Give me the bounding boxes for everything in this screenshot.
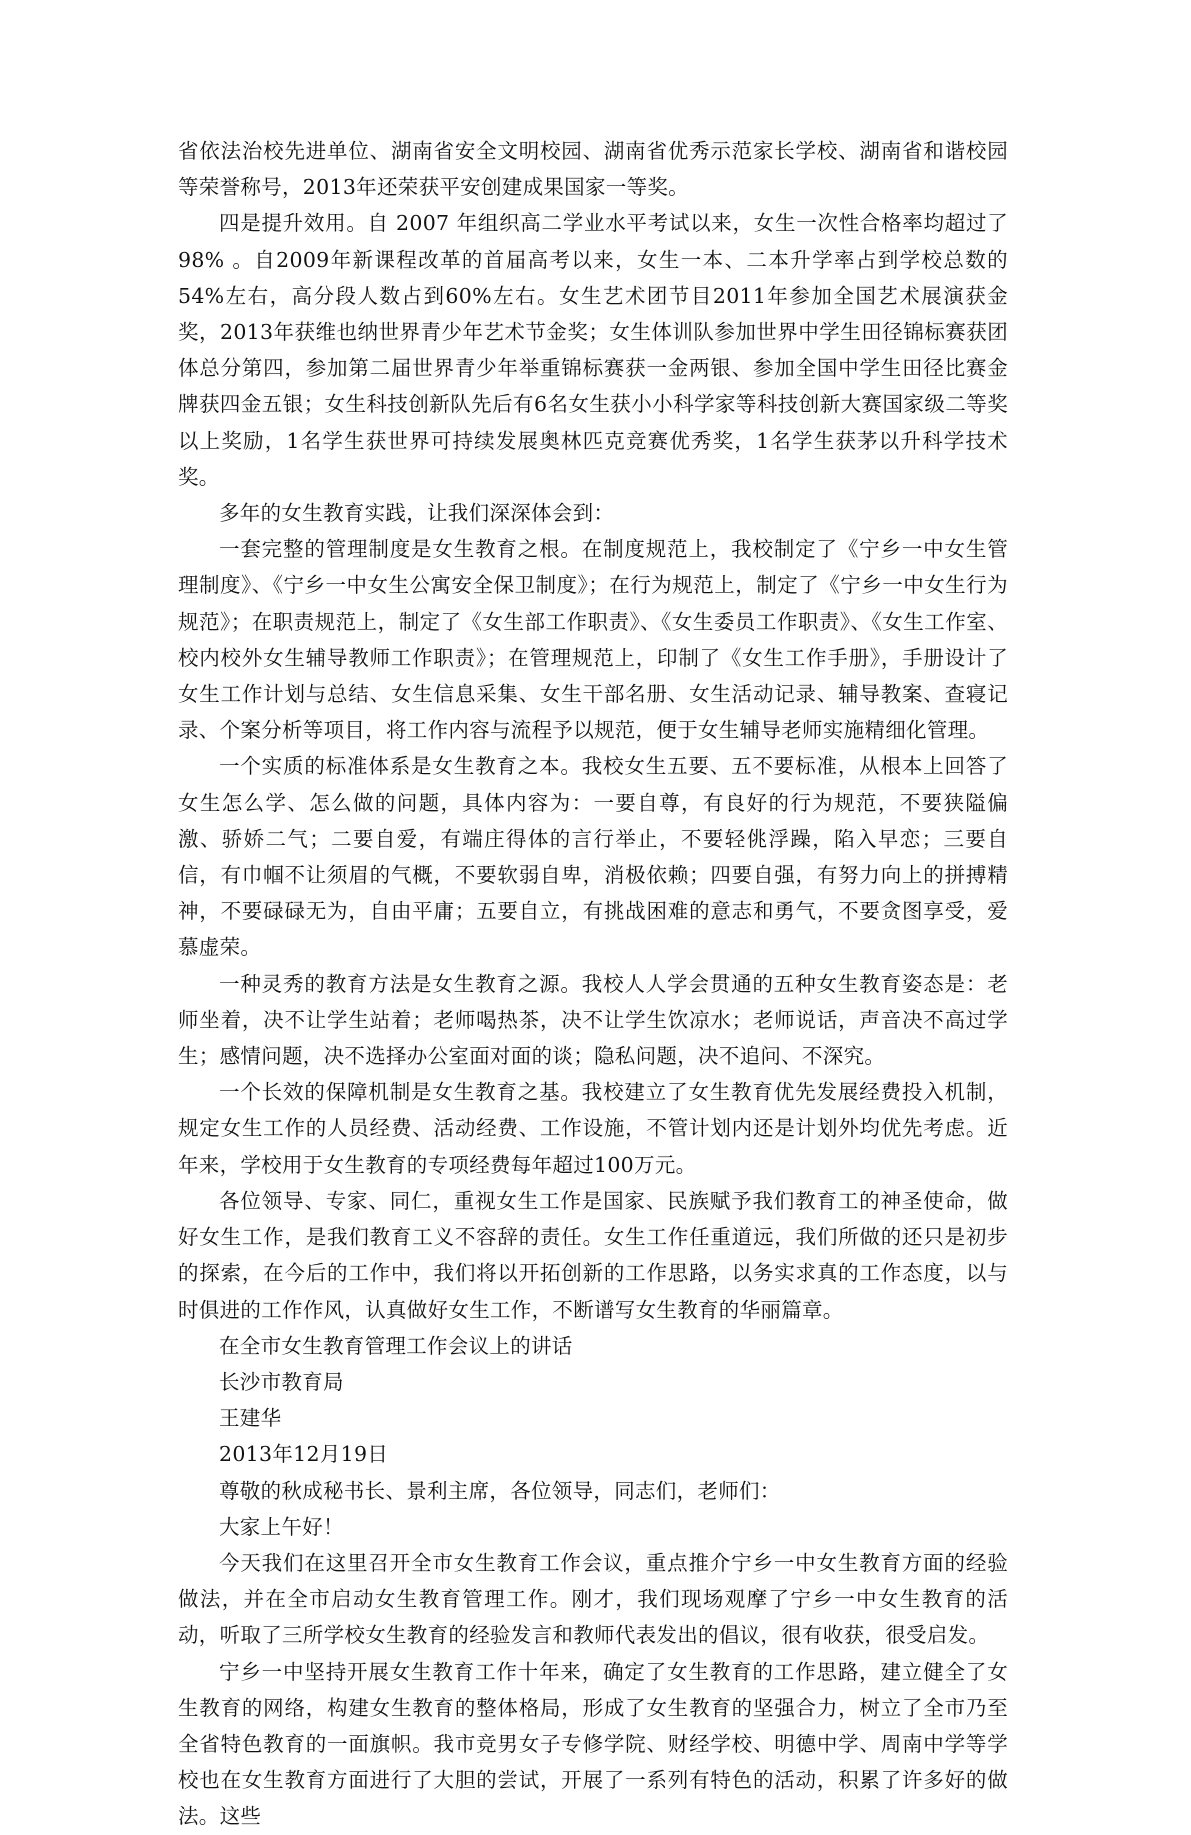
paragraph: 四是提升效用。自 2007 年组织高二学业水平考试以来，女生一次性合格率均超过了98% 。自2009年新课程改革的首届高考以来，女生一本、二本升学率占到学校总数的54%左右，高分段人数占到60%左右。女生艺术团节目2011年参加全国艺术展演获金奖，2013年获维也纳世界青少年艺术节金奖；女生体训队参加世界中学生田径锦标赛获团体总分第四，参加第二届世界青少年举重锦标赛获一金两银、参加全国中学生田径比赛金牌获四金五银；女生科技创新队先后有6名女生获小小科学家等科技创新大赛国家级二等奖以上奖励，1名学生获世界可持续发展奥林匹克竞赛优秀奖，1名学生获茅以升科学技术奖。: [178, 211, 1008, 489]
salutation: 尊敬的秋成秘书长、景利主席，各位领导，同志们，老师们：: [219, 1478, 781, 1503]
speech-date: 2013年12月19日: [219, 1442, 389, 1467]
speech-organization: 长沙市教育局: [219, 1369, 344, 1394]
paragraph: 一个长效的保障机制是女生教育之基。我校建立了女生教育优先发展经费投入机制，规定女生工作的人员经费、活动经费、工作设施，不管计划内还是计划外均优先考虑。近年来，学校用于女生教育的专项经费每年超过100万元。: [178, 1080, 1008, 1177]
paragraph: 一种灵秀的教育方法是女生教育之源。我校人人学会贯通的五种女生教育姿态是：老师坐着，决不让学生站着；老师喝热茶，决不让学生饮凉水；老师说话，声音决不高过学生；感情问题，决不选择办公室面对面的谈；隐私问题，决不追问、不深究。: [178, 971, 1008, 1069]
paragraph: 一个实质的标准体系是女生教育之本。我校女生五要、五不要标准，从根本上回答了女生怎么学、怎么做的问题，具体内容为：一要自尊，有良好的行为规范，不要狭隘偏激、骄娇二气；二要自爱，有端庄得体的言行举止，不要轻佻浮躁，陷入早恋；三要自信，有巾帼不让须眉的气概，不要软弱自卑，消极依赖；四要自强，有努力向上的拼搏精神，不要碌碌无为，自由平庸；五要自立，有挑战困难的意志和勇气，不要贪图享受，爱慕虚荣。: [178, 754, 1008, 960]
paragraph: 一套完整的管理制度是女生教育之根。在制度规范上，我校制定了《宁乡一中女生管理制度》、《宁乡一中女生公寓安全保卫制度》；在行为规范上，制定了《宁乡一中女生行为规范》；在职责规范上，制定了《女生部工作职责》、《女生委员工作职责》、《女生工作室、校内校外女生辅导教师工作职责》；在管理规范上，印制了《女生工作手册》，手册设计了女生工作计划与总结、女生信息采集、女生干部名册、女生活动记录、辅导教案、查寝记录、个案分析等项目，将工作内容与流程予以规范，便于女生辅导老师实施精细化管理。: [178, 537, 1008, 743]
paragraph: 各位领导、专家、同仁，重视女生工作是国家、民族赋予我们教育工的神圣使命，做好女生工作，是我们教育工义不容辞的责任。女生工作任重道远，我们所做的还只是初步的探索，在今后的工作中，我们将以开拓创新的工作思路，以务实求真的工作态度，以与时俱进的工作作风，认真做好女生工作，不断谱写女生教育的华丽篇章。: [178, 1188, 1008, 1322]
greeting: 大家上午好！: [219, 1514, 344, 1539]
paragraph: 宁乡一中坚持开展女生教育工作十年来，确定了女生教育的工作思路，建立健全了女生教育的网络，构建女生教育的整体格局，形成了女生教育的坚强合力，树立了全市乃至全省特色教育的一面旗帜。我市竞男女子专修学院、财经学校、明德中学、周南中学等学校也在女生教育方面进行了大胆的尝试，开展了一系列有特色的活动，积累了许多好的做法。这些: [178, 1659, 1008, 1829]
speech-author: 王建华: [219, 1406, 282, 1431]
paragraph: 今天我们在这里召开全市女生教育工作会议，重点推介宁乡一中女生教育方面的经验做法，并在全市启动女生教育管理工作。刚才，我们现场观摩了宁乡一中女生教育的活动，听取了三所学校女生教育的经验发言和教师代表发出的倡议，很有收获，很受启发。: [178, 1550, 1008, 1648]
paragraph: 多年的女生教育实践，让我们深深体会到：: [219, 501, 615, 526]
document-body: [178, 133, 1008, 1835]
speech-title: 在全市女生教育管理工作会议上的讲话: [219, 1333, 573, 1358]
paragraph: 省依法治校先进单位、湖南省安全文明校园、湖南省优秀示范家长学校、湖南省和谐校园等荣誉称号，2013年还荣获平安创建成果国家一等奖。: [178, 139, 1008, 200]
